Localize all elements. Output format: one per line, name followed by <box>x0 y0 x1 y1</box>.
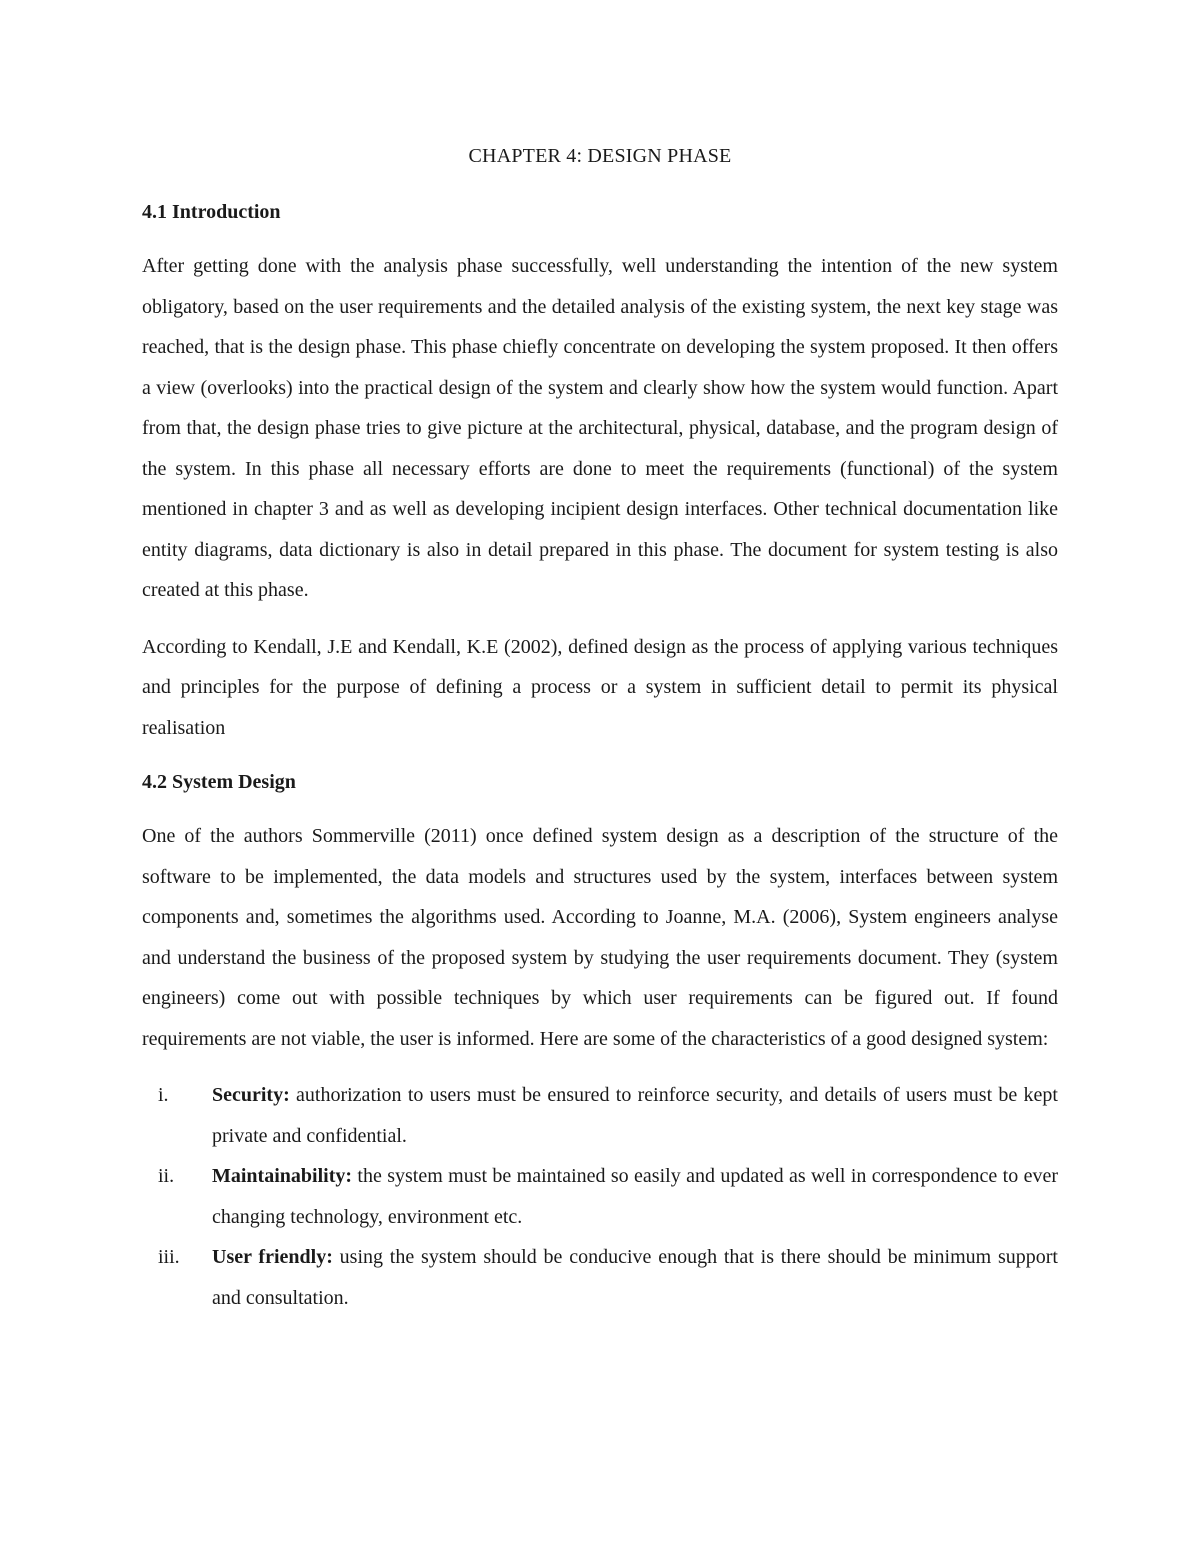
list-item-user-friendly <box>142 1237 1058 1318</box>
list-term: User friendly: <box>212 1246 333 1268</box>
chapter-title: CHAPTER 4: DESIGN PHASE <box>468 145 732 167</box>
list-text: the system must be maintained so easily and updated as well in correspondence to ever changing technology, environment etc. <box>212 1165 1058 1228</box>
characteristics-list <box>142 1075 1058 1318</box>
list-term: Maintainability: <box>212 1165 353 1187</box>
list-item-security <box>142 1075 1058 1156</box>
list-marker: ii. <box>158 1165 175 1187</box>
list-marker: i. <box>158 1084 169 1106</box>
system-design-paragraph: One of the authors Sommerville (2011) once defined system design as a description of the structure of the software to be implemented, the data models and structures used by the system, interfaces between system components and, sometimes the algorithms used. According to Joanne, M.A. (2006), System engineers analyse and understand the business of the proposed system by studying the user requirements document. They (system engineers) come out with possible techniques by which user requirements can be figured out. If found requirements are not viable, the user is informed. Here are some of the characteristics of a good designed system: <box>142 825 1058 1050</box>
list-item-maintainability <box>142 1156 1058 1237</box>
list-text: using the system should be conducive enough that is there should be minimum support and consultation. <box>212 1246 1058 1309</box>
introduction-paragraph: After getting done with the analysis phase successfully, well understanding the intention of the new system obligatory, based on the user requirements and the detailed analysis of the existing system, the next key stage was reached, that is the design phase. This phase chiefly concentrate on developing the system proposed. It then offers a view (overlooks) into the practical design of the system and clearly show how the system would function. Apart from that, the design phase tries to give picture at the architectural, physical, database, and the program design of the system. In this phase all necessary efforts are done to meet the requirements (functional) of the system mentioned in chapter 3 and as well as developing incipient design interfaces. Other technical documentation like entity diagrams, data dictionary is also in detail prepared in this phase. The document for system testing is also created at this phase. <box>142 255 1058 601</box>
section-heading-system-design: 4.2 System Design <box>142 771 296 793</box>
page-content <box>142 138 1058 1318</box>
section-heading-introduction: 4.1 Introduction <box>142 201 281 223</box>
list-marker: iii. <box>158 1246 180 1268</box>
list-term: Security: <box>212 1084 290 1106</box>
design-definition-paragraph: According to Kendall, J.E and Kendall, K.E (2002), defined design as the process of applying various techniques and principles for the purpose of defining a process or a system in sufficient detail to permit its physical realisation <box>142 635 1058 739</box>
list-text: authorization to users must be ensured to reinforce security, and details of users must be kept private and confidential. <box>212 1084 1058 1147</box>
